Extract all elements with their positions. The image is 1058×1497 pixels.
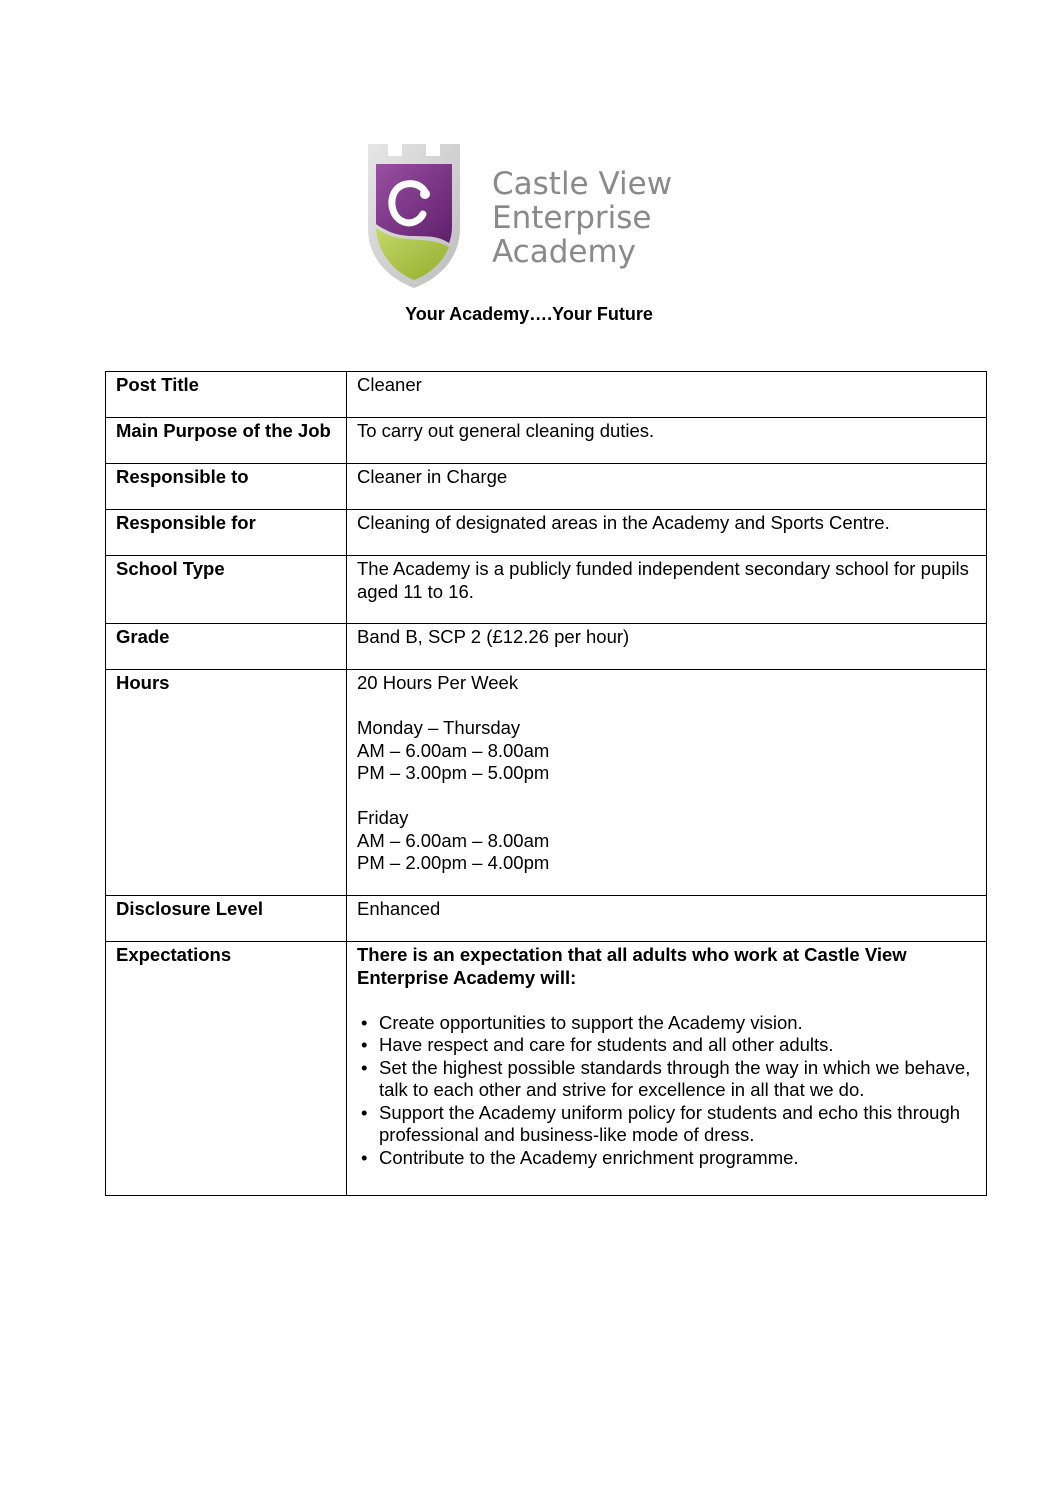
hours-fri-days: Friday <box>357 807 409 828</box>
expectations-value <box>347 942 987 1196</box>
row-value: Enhanced <box>347 896 987 942</box>
hours-total: 20 Hours Per Week <box>357 672 519 693</box>
table-row <box>106 464 987 510</box>
table-row <box>106 624 987 670</box>
row-label: Grade <box>106 624 347 670</box>
row-label: Disclosure Level <box>106 896 347 942</box>
hours-mon-thu-days: Monday – Thursday <box>357 717 521 738</box>
row-value: Cleaning of designated areas in the Academy and Sports Centre. <box>347 510 987 556</box>
row-value: Cleaner <box>347 372 987 418</box>
row-value: Cleaner in Charge <box>347 464 987 510</box>
row-label: Expectations <box>106 942 347 1196</box>
row-label: Responsible to <box>106 464 347 510</box>
table-row <box>106 418 987 464</box>
hours-fri-pm: PM – 2.00pm – 4.00pm <box>357 852 550 873</box>
row-label: Responsible for <box>106 510 347 556</box>
list-item: • Have respect and care for students and all other adults. <box>379 1034 976 1057</box>
expectations-list <box>357 1012 976 1170</box>
hours-fri-am: AM – 6.00am – 8.00am <box>357 829 550 851</box>
table-row <box>106 556 987 624</box>
row-label: Hours <box>106 670 347 896</box>
list-item: • Support the Academy uniform policy for students and echo this through professional and business-like mode of dress. <box>379 1102 976 1147</box>
table-row <box>106 942 987 1196</box>
job-description-table <box>105 371 987 1196</box>
row-value: The Academy is a publicly funded independent secondary school for pupils aged 11 to 16. <box>347 556 987 624</box>
academy-logo <box>330 130 740 300</box>
list-item: • Create opportunities to support the Academy vision. <box>379 1012 976 1035</box>
tagline: Your Academy….Your Future <box>405 304 653 324</box>
hours-mon-thu-pm: PM – 3.00pm – 5.00pm <box>357 762 550 783</box>
table-row <box>106 372 987 418</box>
expectations-intro: There is an expectation that all adults who work at Castle View Enterprise Academy will: <box>357 944 907 988</box>
hours-value <box>347 670 987 896</box>
table-row <box>106 896 987 942</box>
list-item: • Contribute to the Academy enrichment programme. <box>379 1147 976 1170</box>
row-label: Main Purpose of the Job <box>106 418 347 464</box>
hours-mon-thu-am: AM – 6.00am – 8.00am <box>357 739 550 761</box>
logo-name-line-2: Enterprise <box>492 200 652 236</box>
table-row <box>106 670 987 896</box>
table-row <box>106 510 987 556</box>
list-item: • Set the highest possible standards through the way in which we behave, talk to each other and strive for excellence in all that we do. <box>379 1057 976 1102</box>
logo-name-line-3: Academy <box>492 234 636 270</box>
row-label: School Type <box>106 556 347 624</box>
castle-shield-icon <box>368 144 460 288</box>
logo-name-line-1: Castle View <box>492 166 673 202</box>
row-value: To carry out general cleaning duties. <box>347 418 987 464</box>
row-value: Band B, SCP 2 (£12.26 per hour) <box>347 624 987 670</box>
row-label: Post Title <box>106 372 347 418</box>
